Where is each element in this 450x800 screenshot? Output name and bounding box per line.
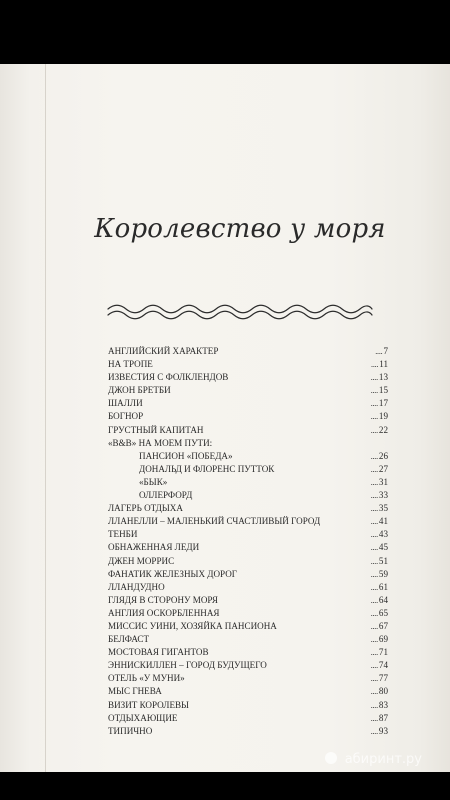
- toc-entry-title: ШАЛЛИ: [108, 398, 143, 409]
- watermark: [325, 752, 422, 767]
- toc-entry-title: ЭННИСКИЛЛЕН – ГОРОД БУДУЩЕГО: [108, 660, 267, 671]
- toc-entry-title: ОЛЛЕРФОРД: [139, 490, 193, 501]
- toc-entry: [108, 489, 388, 502]
- toc-entry-page: .... 7: [375, 345, 388, 358]
- toc-entry: [108, 515, 388, 528]
- toc-entry-page: .... 65: [371, 607, 388, 620]
- toc-entry: [108, 424, 388, 437]
- toc-entry-title: ИЗВЕСТИЯ С ФОЛКЛЕНДОВ: [108, 372, 229, 383]
- toc-entry-title: АНГЛИЙСКИЙ ХАРАКТЕР: [108, 346, 219, 356]
- toc-entry-page: .... 87: [371, 712, 388, 725]
- toc-entry: [108, 437, 388, 450]
- toc-entry: [108, 555, 388, 568]
- toc-entry-page: .... 69: [371, 633, 388, 646]
- toc-entry-title: ОТЕЛЬ «У МУНИ»: [108, 673, 185, 684]
- toc-entry-page: .... 59: [371, 568, 388, 581]
- toc-entry: [108, 672, 388, 685]
- toc-entry-page: .... 17: [371, 397, 388, 410]
- toc-entry-title: БЕЛФАСТ: [108, 634, 150, 645]
- toc-entry-title: МОСТОВАЯ ГИГАНТОВ: [108, 647, 209, 658]
- toc-entry-page: .... 93: [371, 725, 388, 738]
- toc-entry: [108, 476, 388, 489]
- toc-entry-title: ДОНАЛЬД И ФЛОРЕНС ПУТТОК: [139, 463, 275, 474]
- toc-entry-page: .... 33: [371, 489, 388, 502]
- toc-entry-title: ДЖОН БРЕТБИ: [108, 385, 171, 396]
- toc-entry-page: .... 15: [371, 384, 388, 397]
- toc-entry: [108, 607, 388, 620]
- table-of-contents: [108, 345, 388, 738]
- toc-entry-page: .... 31: [371, 476, 388, 489]
- watermark-text: абиринт.ру: [344, 752, 422, 767]
- toc-entry-page: .... 45: [371, 541, 388, 554]
- wave-ornament-icon: [106, 304, 374, 320]
- toc-entry-page: .... 83: [371, 699, 388, 712]
- toc-entry: [108, 594, 388, 607]
- toc-entry: [108, 397, 388, 410]
- toc-entry-title: ЛЛАНДУДНО: [108, 581, 165, 592]
- toc-entry-title: ГЛЯДЯ В СТОРОНУ МОРЯ: [108, 594, 218, 605]
- toc-entry: [108, 384, 388, 397]
- toc-entry-title: ТИПИЧНО: [108, 725, 153, 736]
- toc-entry-title: ОБНАЖЕННАЯ ЛЕДИ: [108, 542, 200, 553]
- toc-entry: [108, 358, 388, 371]
- toc-entry-page: .... 80: [371, 685, 388, 698]
- toc-entry-page: .... 27: [371, 463, 388, 476]
- toc-entry-page: .... 26: [371, 450, 388, 463]
- toc-entry: [108, 371, 388, 384]
- toc-entry-title: АНГЛИЯ ОСКОРБЛЕННАЯ: [108, 607, 220, 618]
- toc-entry: [108, 410, 388, 423]
- toc-entry: [108, 568, 388, 581]
- toc-entry: [108, 502, 388, 515]
- toc-entry-page: .... 77: [371, 672, 388, 685]
- book-page: [0, 64, 450, 772]
- toc-entry: [108, 659, 388, 672]
- toc-entry-page: .... 13: [371, 371, 388, 384]
- toc-entry-page: .... 67: [371, 620, 388, 633]
- toc-entry-page: .... 74: [371, 659, 388, 672]
- toc-entry-page: .... 41: [371, 515, 388, 528]
- toc-entry: [108, 541, 388, 554]
- toc-entry-title: ГРУСТНЫЙ КАПИТАН: [108, 424, 204, 435]
- toc-entry-title: «B&B» НА МОЕМ ПУТИ:: [108, 437, 213, 448]
- toc-entry: [108, 646, 388, 659]
- toc-entry: [108, 685, 388, 698]
- toc-entry: [108, 712, 388, 725]
- toc-entry-page: .... 22: [371, 424, 388, 437]
- toc-entry-title: ДЖЕН МОРРИС: [108, 555, 175, 566]
- labirint-logo-icon: [325, 752, 337, 764]
- toc-entry-title: ФАНАТИК ЖЕЛЕЗНЫХ ДОРОГ: [108, 568, 238, 579]
- toc-entry-title: МИССИС УИНИ, ХОЗЯЙКА ПАНСИОНА: [108, 620, 277, 631]
- toc-entry-title: «БЫК»: [139, 476, 168, 487]
- toc-entry: [108, 620, 388, 633]
- toc-entry-title: ЛАГЕРЬ ОТДЫХА: [108, 503, 183, 514]
- toc-entry: [108, 725, 388, 738]
- toc-entry-page: .... 35: [371, 502, 388, 515]
- toc-entry-page: .... 43: [371, 528, 388, 541]
- toc-entry: [108, 450, 388, 463]
- book-title: Королевство у моря: [94, 214, 386, 244]
- toc-entry-title: ОТДЫХАЮЩИЕ: [108, 712, 178, 723]
- toc-entry-title: ПАНСИОН «ПОБЕДА»: [139, 450, 233, 461]
- toc-entry: [108, 345, 388, 358]
- toc-entry-page: .... 71: [371, 646, 388, 659]
- toc-entry-page: .... 64: [371, 594, 388, 607]
- toc-entry-title: ЛЛАНЕЛЛИ – МАЛЕНЬКИЙ СЧАСТЛИВЫЙ ГОРОД: [108, 516, 321, 527]
- toc-entry-page: .... 51: [371, 555, 388, 568]
- page-edge: [45, 64, 46, 772]
- toc-entry-page: .... 19: [371, 410, 388, 423]
- toc-entry-title: БОГНОР: [108, 411, 144, 422]
- toc-entry: [108, 528, 388, 541]
- toc-entry-title: МЫС ГНЕВА: [108, 686, 162, 697]
- toc-entry: [108, 463, 388, 476]
- toc-entry: [108, 581, 388, 594]
- toc-entry: [108, 633, 388, 646]
- toc-entry-page: .... 61: [371, 581, 388, 594]
- toc-entry-title: НА ТРОПЕ: [108, 359, 153, 370]
- toc-entry: [108, 699, 388, 712]
- toc-entry-title: ВИЗИТ КОРОЛЕВЫ: [108, 699, 189, 710]
- toc-entry-title: ТЕНБИ: [108, 529, 138, 540]
- toc-entry-page: .... 11: [371, 358, 388, 371]
